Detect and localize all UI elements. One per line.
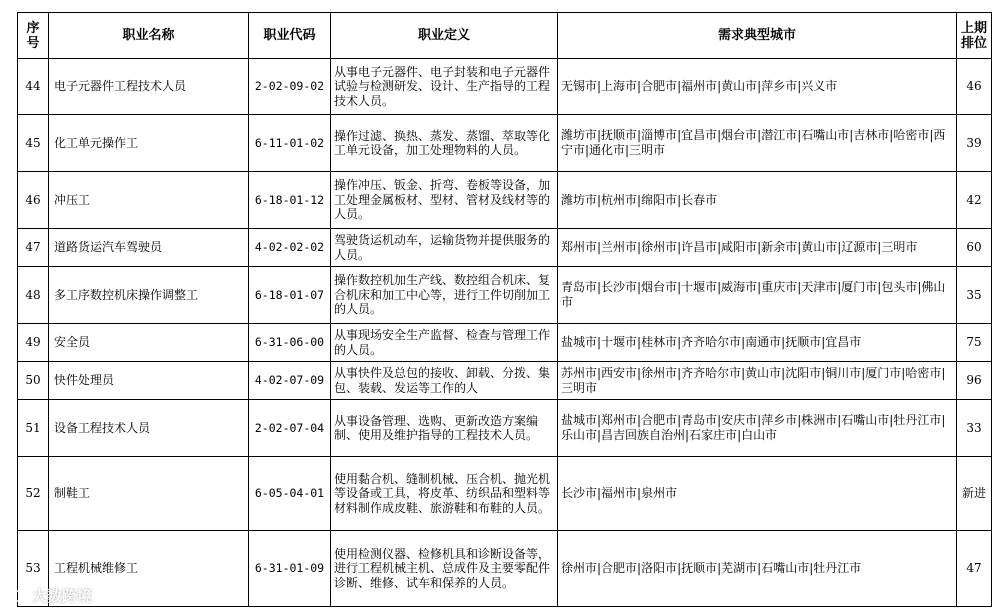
- watermark: [8, 585, 92, 606]
- row-definition: 从事设备管理、选购、更新改造方案编制、使用及维护指导的工程技术人员。: [331, 400, 558, 457]
- row-definition: 操作数控机加生产线、数控组合机床、复合机床和加工中心等，进行工件切削加工的人员。: [331, 267, 558, 324]
- row-prev-rank: 33: [957, 400, 992, 457]
- row-prev-rank: 60: [957, 229, 992, 267]
- header-prev-rank: 上期排位: [957, 13, 992, 59]
- row-prev-rank: 47: [957, 531, 992, 607]
- watermark-text: 大数跨境: [32, 587, 93, 605]
- row-index: 53: [18, 531, 49, 607]
- row-occupation-name: 设备工程技术人员: [49, 400, 249, 457]
- row-occupation-code: 2-02-09-02: [249, 59, 331, 115]
- row-occupation-name: 电子元器件工程技术人员: [49, 59, 249, 115]
- row-cities: 潍坊市|抚顺市|淄博市|宜昌市|烟台市|潜江市|石嘴山市|吉林市|哈密市|西宁市|通化市|三明市: [558, 115, 957, 172]
- row-index: 44: [18, 59, 49, 115]
- row-occupation-name: 道路货运汽车驾驶员: [49, 229, 249, 267]
- row-occupation-name: 快件处理员: [49, 362, 249, 400]
- row-occupation-name: 制鞋工: [49, 457, 249, 531]
- row-occupation-name: 多工序数控机床操作调整工: [49, 267, 249, 324]
- row-cities: 盐城市|郑州市|合肥市|青岛市|安庆市|萍乡市|株洲市|石嘴山市|牡丹江市|乐山市|昌吉回族自治州|石家庄市|白山市: [558, 400, 957, 457]
- row-index: 47: [18, 229, 49, 267]
- row-prev-rank: 46: [957, 59, 992, 115]
- table-row: [18, 172, 992, 229]
- row-index: 46: [18, 172, 49, 229]
- header-cities: 需求典型城市: [558, 13, 957, 59]
- row-cities: 长沙市|福州市|泉州市: [558, 457, 957, 531]
- row-index: 52: [18, 457, 49, 531]
- row-occupation-name: 冲压工: [49, 172, 249, 229]
- header-definition: 职业定义: [331, 13, 558, 59]
- row-prev-rank: 39: [957, 115, 992, 172]
- row-definition: 从事快件及总包的接收、卸载、分拨、集包、装载、发运等工作的人: [331, 362, 558, 400]
- header-code: 职业代码: [249, 13, 331, 59]
- table-row: [18, 267, 992, 324]
- row-prev-rank: 42: [957, 172, 992, 229]
- row-definition: 使用检测仪器、检修机具和诊断设备等，进行工程机械主机、总成件及主要零配件诊断、维修、试车和保养的人员。: [331, 531, 558, 607]
- row-occupation-code: 4-02-02-02: [249, 229, 331, 267]
- row-cities: 苏州市|西安市|徐州市|齐齐哈尔市|黄山市|沈阳市|铜川市|厦门市|哈密市|三明市: [558, 362, 957, 400]
- table-row: [18, 362, 992, 400]
- row-cities: 青岛市|长沙市|烟台市|十堰市|威海市|重庆市|天津市|厦门市|包头市|佛山市: [558, 267, 957, 324]
- table-row: [18, 531, 992, 607]
- row-occupation-code: 2-02-07-04: [249, 400, 331, 457]
- cloud-logo-icon: [8, 589, 28, 603]
- table-row: [18, 59, 992, 115]
- row-prev-rank: 35: [957, 267, 992, 324]
- row-occupation-code: 6-05-04-01: [249, 457, 331, 531]
- row-definition: 操作过滤、换热、蒸发、蒸馏、萃取等化工单元设备，加工处理物料的人员。: [331, 115, 558, 172]
- row-occupation-name: 工程机械维修工: [49, 531, 249, 607]
- header-name: 职业名称: [49, 13, 249, 59]
- table-row: [18, 229, 992, 267]
- row-index: 49: [18, 324, 49, 362]
- table-row: [18, 115, 992, 172]
- table-row: [18, 457, 992, 531]
- occupation-table: [17, 12, 992, 607]
- table-header-row: [18, 13, 992, 59]
- row-occupation-name: 安全员: [49, 324, 249, 362]
- row-occupation-code: 4-02-07-09: [249, 362, 331, 400]
- row-cities: 郑州市|兰州市|徐州市|许昌市|咸阳市|新余市|黄山市|辽源市|三明市: [558, 229, 957, 267]
- row-prev-rank: 新进: [957, 457, 992, 531]
- row-cities: 徐州市|合肥市|洛阳市|抚顺市|芜湖市|石嘴山市|牡丹江市: [558, 531, 957, 607]
- table-row: [18, 400, 992, 457]
- row-definition: 使用黏合机、缝制机械、压合机、抛光机等设备或工具，将皮革、纺织品和塑料等材料制作成皮鞋、旅游鞋和布鞋的人员。: [331, 457, 558, 531]
- row-definition: 从事现场安全生产监督、检查与管理工作的人员。: [331, 324, 558, 362]
- row-occupation-code: 6-18-01-07: [249, 267, 331, 324]
- row-cities: 潍坊市|杭州市|绵阳市|长春市: [558, 172, 957, 229]
- row-definition: 从事电子元器件、电子封装和电子元器件试验与检测研发、设计、生产指导的工程技术人员。: [331, 59, 558, 115]
- row-index: 51: [18, 400, 49, 457]
- row-cities: 无锡市|上海市|合肥市|福州市|黄山市|萍乡市|兴义市: [558, 59, 957, 115]
- row-index: 48: [18, 267, 49, 324]
- row-occupation-name: 化工单元操作工: [49, 115, 249, 172]
- row-index: 50: [18, 362, 49, 400]
- row-occupation-code: 6-31-01-09: [249, 531, 331, 607]
- header-index: 序号: [18, 13, 49, 59]
- row-definition: 操作冲压、钣金、折弯、卷板等设备，加工处理金属板材、型材、管材及线材等的人员。: [331, 172, 558, 229]
- row-occupation-code: 6-31-06-00: [249, 324, 331, 362]
- row-prev-rank: 96: [957, 362, 992, 400]
- row-definition: 驾驶货运机动车，运输货物并提供服务的人员。: [331, 229, 558, 267]
- row-index: 45: [18, 115, 49, 172]
- table-row: [18, 324, 992, 362]
- row-prev-rank: 75: [957, 324, 992, 362]
- row-occupation-code: 6-11-01-02: [249, 115, 331, 172]
- row-occupation-code: 6-18-01-12: [249, 172, 331, 229]
- row-cities: 盐城市|十堰市|桂林市|齐齐哈尔市|南通市|抚顺市|宜昌市: [558, 324, 957, 362]
